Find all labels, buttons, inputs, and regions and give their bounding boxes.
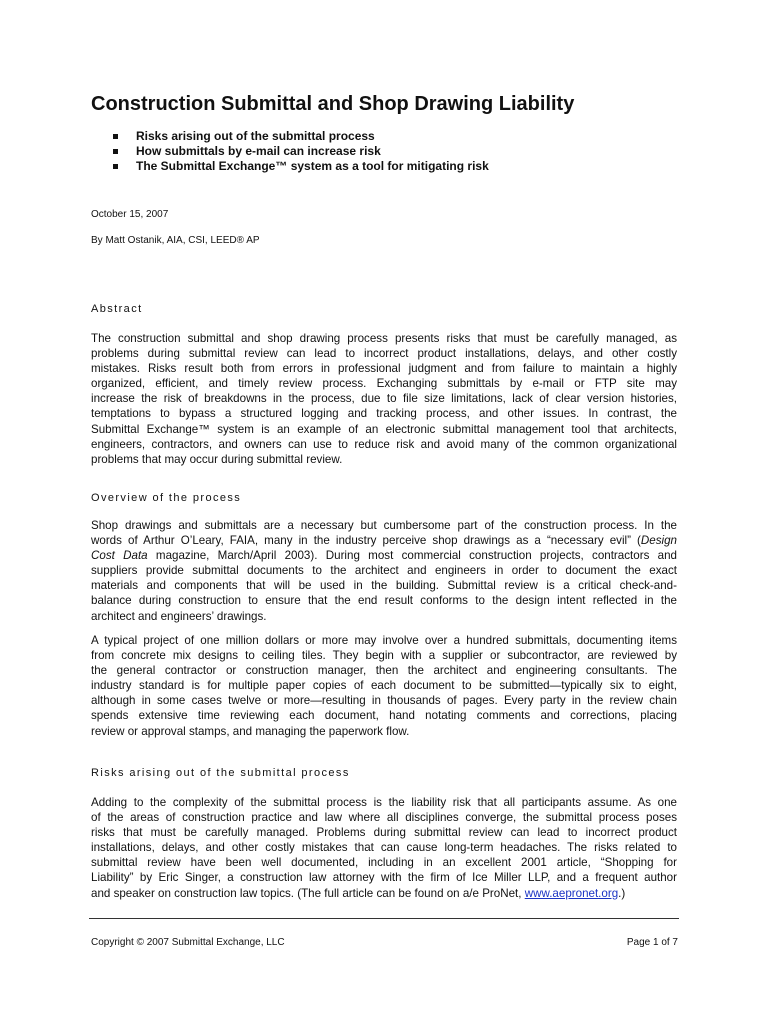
- text-line: Submittal Exchange™ system is an example of an electronic submittal management tool that architects,: [91, 422, 677, 436]
- text-line: organized, efficient, and timely review process. Exchanging submittals by e-mail or FTP site may: [91, 377, 677, 391]
- text-line: Adding to the complexity of the submittal process is the liability risk that all participants assume. As one: [91, 796, 677, 809]
- text-line: [91, 533, 677, 548]
- text-line: mistakes. Risks result both from errors in professional judgment and from failure to maintain a highly: [91, 362, 677, 376]
- aepronet-link[interactable]: www.aepronet.org: [524, 886, 619, 900]
- square-bullet-icon: [113, 164, 118, 169]
- text-line: review or approval stamps, and managing the paperwork flow.: [91, 724, 410, 738]
- text-line: problems during submittal review can lead to incorrect product installations, delays, and other costly: [91, 347, 677, 361]
- summary-bullet: [112, 144, 489, 159]
- risks-paragraph: [91, 795, 677, 901]
- text-line: spends extensive time reviewing each document, hand notating comments and corrections, placing: [91, 709, 677, 723]
- text-line: Liability” by Eric Singer, a construction law attorney with the firm of Ice Miller LLP, and a frequent author: [91, 871, 677, 885]
- summary-bullet-text: How submittals by e-mail can increase risk: [136, 144, 381, 158]
- text-run: and speaker on construction law topics. (The full article can be found on a/e ProNet,: [91, 886, 525, 900]
- text-line: problems that may occur during submittal review.: [91, 452, 343, 466]
- text-line: materials and components that will be used in the building. Submittal review is a critical check-and-: [91, 579, 677, 593]
- summary-bullet-text: Risks arising out of the submittal process: [136, 129, 375, 143]
- overview-heading: Overview of the process: [91, 492, 242, 504]
- text-line: the general contractor or construction manager, then the architect and engineering consultants. The: [91, 664, 677, 678]
- summary-bullet: [112, 129, 489, 144]
- text-line: temptations to bypass a structured logging and tracking process, and other issues. In contrast, the: [91, 407, 677, 421]
- text-line: engineers, contractors, and owners can use to reduce risk and avoid many of the common organizational: [91, 437, 677, 451]
- text-run: words of Arthur O’Leary, FAIA, many in the industry perceive shop drawings as a “necessary evil” (: [91, 534, 641, 548]
- text-line: Shop drawings and submittals are a necessary but cumbersome part of the construction process. In the: [91, 519, 677, 532]
- text-run: magazine, March/April 2003). During most commercial construction projects, contractors and: [147, 549, 677, 563]
- text-line: architect and engineers’ drawings.: [91, 609, 267, 623]
- text-line: [91, 548, 677, 563]
- text-line: [91, 886, 677, 901]
- text-line: balance during construction to ensure that the end result conforms to the design intent reflected in the: [91, 594, 677, 608]
- summary-bullet-list: [112, 129, 489, 174]
- document-author: By Matt Ostanik, AIA, CSI, LEED® AP: [91, 235, 260, 246]
- overview-paragraph-2: [91, 633, 677, 739]
- footer-page-number: Page 1 of 7: [626, 937, 678, 948]
- publication-title: Design: [640, 534, 677, 548]
- text-line: suppliers provide submittal documents to the architect and engineers in order to document the exact: [91, 564, 677, 578]
- text-line: increase the risk of breakdowns in the process, due to file size limitations, lack of clear version histories,: [91, 392, 677, 406]
- text-line: of the areas of construction practice and law where all disciplines converge, the submittal process poses: [91, 811, 677, 825]
- risks-heading: Risks arising out of the submittal process: [91, 767, 350, 779]
- text-line: although in some cases twelve or more—resulting in thousands of pages. Every party in the review chain: [91, 694, 677, 708]
- abstract-heading: Abstract: [91, 303, 143, 315]
- overview-paragraph-1: [91, 518, 677, 624]
- text-run: .): [618, 886, 626, 900]
- text-line: risks that must be carefully managed. Problems during submittal review can lead to incorrect product: [91, 826, 677, 840]
- text-line: industry standard is for multiple paper copies of each document to be submitted—typically six to eight,: [91, 679, 677, 693]
- text-line: from concrete mix designs to ceiling tiles. They begin with a supplier or subcontractor, are reviewed by: [91, 649, 677, 663]
- text-line: submittal review have been well documented, including in an excellent 2001 article, “Shopping for: [91, 856, 677, 870]
- summary-bullet: [112, 159, 489, 174]
- publication-title: Cost Data: [91, 549, 148, 563]
- document-date: October 15, 2007: [91, 209, 169, 220]
- square-bullet-icon: [113, 149, 118, 154]
- footer-copyright: Copyright © 2007 Submittal Exchange, LLC: [91, 937, 285, 948]
- text-line: installations, delays, and other costly mistakes that can cause long-term headaches. The risks related to: [91, 841, 677, 855]
- text-line: The construction submittal and shop drawing process presents risks that must be carefully managed, as: [91, 332, 677, 345]
- summary-bullet-text: The Submittal Exchange™ system as a tool for mitigating risk: [136, 159, 489, 173]
- text-line: A typical project of one million dollars or more may involve over a hundred submittals, documenting items: [91, 634, 677, 647]
- abstract-paragraph: [91, 331, 677, 467]
- document-title: Construction Submittal and Shop Drawing Liability: [91, 93, 575, 115]
- square-bullet-icon: [113, 134, 118, 139]
- footer-divider: [89, 918, 679, 919]
